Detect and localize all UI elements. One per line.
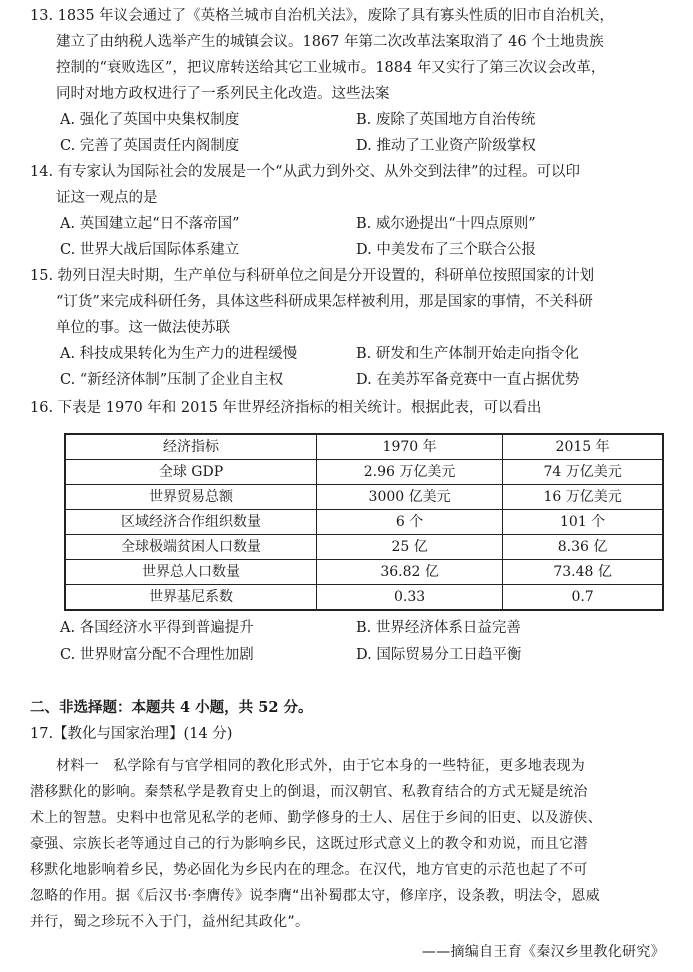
table-cell: 全球 GDP (65, 460, 317, 485)
table-cell: 0.33 (317, 585, 503, 611)
q15-option-b: B. 研发和生产体制开始走向指令化 (356, 346, 579, 362)
table-cell: 101 个 (503, 510, 663, 535)
table-cell: 6 个 (317, 510, 503, 535)
q14-option-d: D. 中美发布了三个联合公报 (356, 242, 536, 258)
q15-option-a: A. 科技成果转化为生产力的进程缓慢 (60, 346, 298, 362)
q16-option-b: B. 世界经济体系日益完善 (356, 620, 521, 636)
material-line-3: 术上的智慧。史料中也常见私学的老师、勤学修身的士人、居住于乡间的旧吏、以及游侠、 (30, 810, 602, 826)
q16-option-a: A. 各国经济水平得到普遍提升 (60, 620, 254, 636)
q14-stem-line-1: 14. 有专家认为国际社会的发展是一个“从武力到外交、从外交到法律”的过程。可以印 (30, 164, 580, 180)
q17-title: 17.【教化与国家治理】(14 分) (30, 726, 233, 742)
table-row (65, 510, 663, 535)
table-cell: 世界基尼系数 (65, 585, 317, 611)
material-line-6: 忽略的作用。据《后汉书·李膺传》说李膺“出补蜀郡太守，修庠序，设条教，明法令，恩威 (30, 888, 601, 904)
table-row (65, 485, 663, 510)
material-line-4: 豪强、宗族长老等通过自己的行为影响乡民，这既过形式意义上的教令和劝说，而且它潜 (30, 836, 588, 852)
q13-option-c: C. 完善了英国责任内阁制度 (60, 138, 240, 154)
table-cell: 3000 亿美元 (317, 485, 503, 510)
q16-option-c: C. 世界财富分配不合理性加剧 (60, 647, 254, 663)
section-heading: 二、非选择题：本题共 4 小题，共 52 分。 (30, 699, 313, 716)
q15-option-d: D. 在美苏军备竞赛中一直占据优势 (356, 372, 580, 388)
table-cell: 8.36 亿 (503, 535, 663, 560)
q15-option-c: C. “新经济体制”压制了企业自主权 (60, 372, 284, 388)
q14-option-c: C. 世界大战后国际体系建立 (60, 242, 240, 258)
table-cell: 74 万亿美元 (503, 460, 663, 485)
table-row (65, 460, 663, 485)
table-header-row (65, 434, 663, 460)
table-cell: 25 亿 (317, 535, 503, 560)
material-line-7: 并行，蜀之珍玩不入于门，益州纪其政化”。 (30, 914, 310, 930)
q13-stem-line-4: 同时对地方政权进行了一系列民主化改造。这些法案 (56, 86, 390, 102)
q16-stem: 16. 下表是 1970 年和 2015 年世界经济指标的相关统计。根据此表，可以看出 (30, 400, 542, 416)
table-header-cell: 2015 年 (503, 434, 663, 460)
q13-option-a: A. 强化了英国中央集权制度 (60, 112, 240, 128)
table-cell: 世界贸易总额 (65, 485, 317, 510)
economic-indicators-table (64, 433, 664, 611)
q15-stem-line-2: “订货”来完成科研任务，具体这些科研成果怎样被利用，那是国家的事情，不关科研 (56, 294, 593, 310)
q13-stem-line-1: 13. 1835 年议会通过了《英格兰城市自治机关法》，废除了具有寡头性质的旧市自治机关， (30, 8, 614, 24)
table-header-cell: 1970 年 (317, 434, 503, 460)
table-cell: 世界总人口数量 (65, 560, 317, 585)
q15-stem-line-1: 15. 勃列日涅夫时期，生产单位与科研单位之间是分开设置的，科研单位按照国家的计划 (30, 268, 595, 284)
table-row (65, 585, 663, 611)
material-line-1: 材料一 私学除有与官学相同的教化形式外，由于它本身的一些特征，更多地表现为 (56, 758, 586, 774)
table-row (65, 560, 663, 585)
q14-stem-line-2: 证这一观点的是 (56, 190, 158, 206)
material-line-2: 潜移默化的影响。秦禁私学是教育史上的倒退，而汉朝官、私教育结合的方式无疑是统治 (30, 784, 588, 800)
table-cell: 区域经济合作组织数量 (65, 510, 317, 535)
q13-stem-line-2: 建立了由纳税人选举产生的城镇会议。1867 年第二次改革法案取消了 46 个土地贵族 (56, 34, 604, 50)
table-cell: 全球极端贫困人口数量 (65, 535, 317, 560)
table-cell: 16 万亿美元 (503, 485, 663, 510)
table-cell: 2.96 万亿美元 (317, 460, 503, 485)
material-line-5: 移默化地影响着乡民，势必固化为乡民内在的理念。在汉代，地方官吏的示范也起了不可 (30, 862, 588, 878)
q16-option-d: D. 国际贸易分工日趋平衡 (356, 647, 522, 663)
table-header-cell: 经济指标 (65, 434, 317, 460)
q13-option-d: D. 推动了工业资产阶级掌权 (356, 138, 536, 154)
q13-option-b: B. 废除了英国地方自治传统 (356, 112, 536, 128)
q14-option-b: B. 威尔逊提出“十四点原则” (356, 216, 536, 232)
table-row (65, 535, 663, 560)
q13-stem-line-3: 控制的“衰败选区”，把议席转送给其它工业城市。1884 年又实行了第三次议会改革， (56, 60, 606, 76)
table-cell: 36.82 亿 (317, 560, 503, 585)
q15-stem-line-3: 单位的事。这一做法使苏联 (56, 320, 230, 336)
material-source: ——摘编自王育《秦汉乡里教化研究》 (421, 944, 665, 960)
table-cell: 0.7 (503, 585, 663, 611)
q14-option-a: A. 英国建立起“日不落帝国” (60, 216, 240, 232)
table-cell: 73.48 亿 (503, 560, 663, 585)
